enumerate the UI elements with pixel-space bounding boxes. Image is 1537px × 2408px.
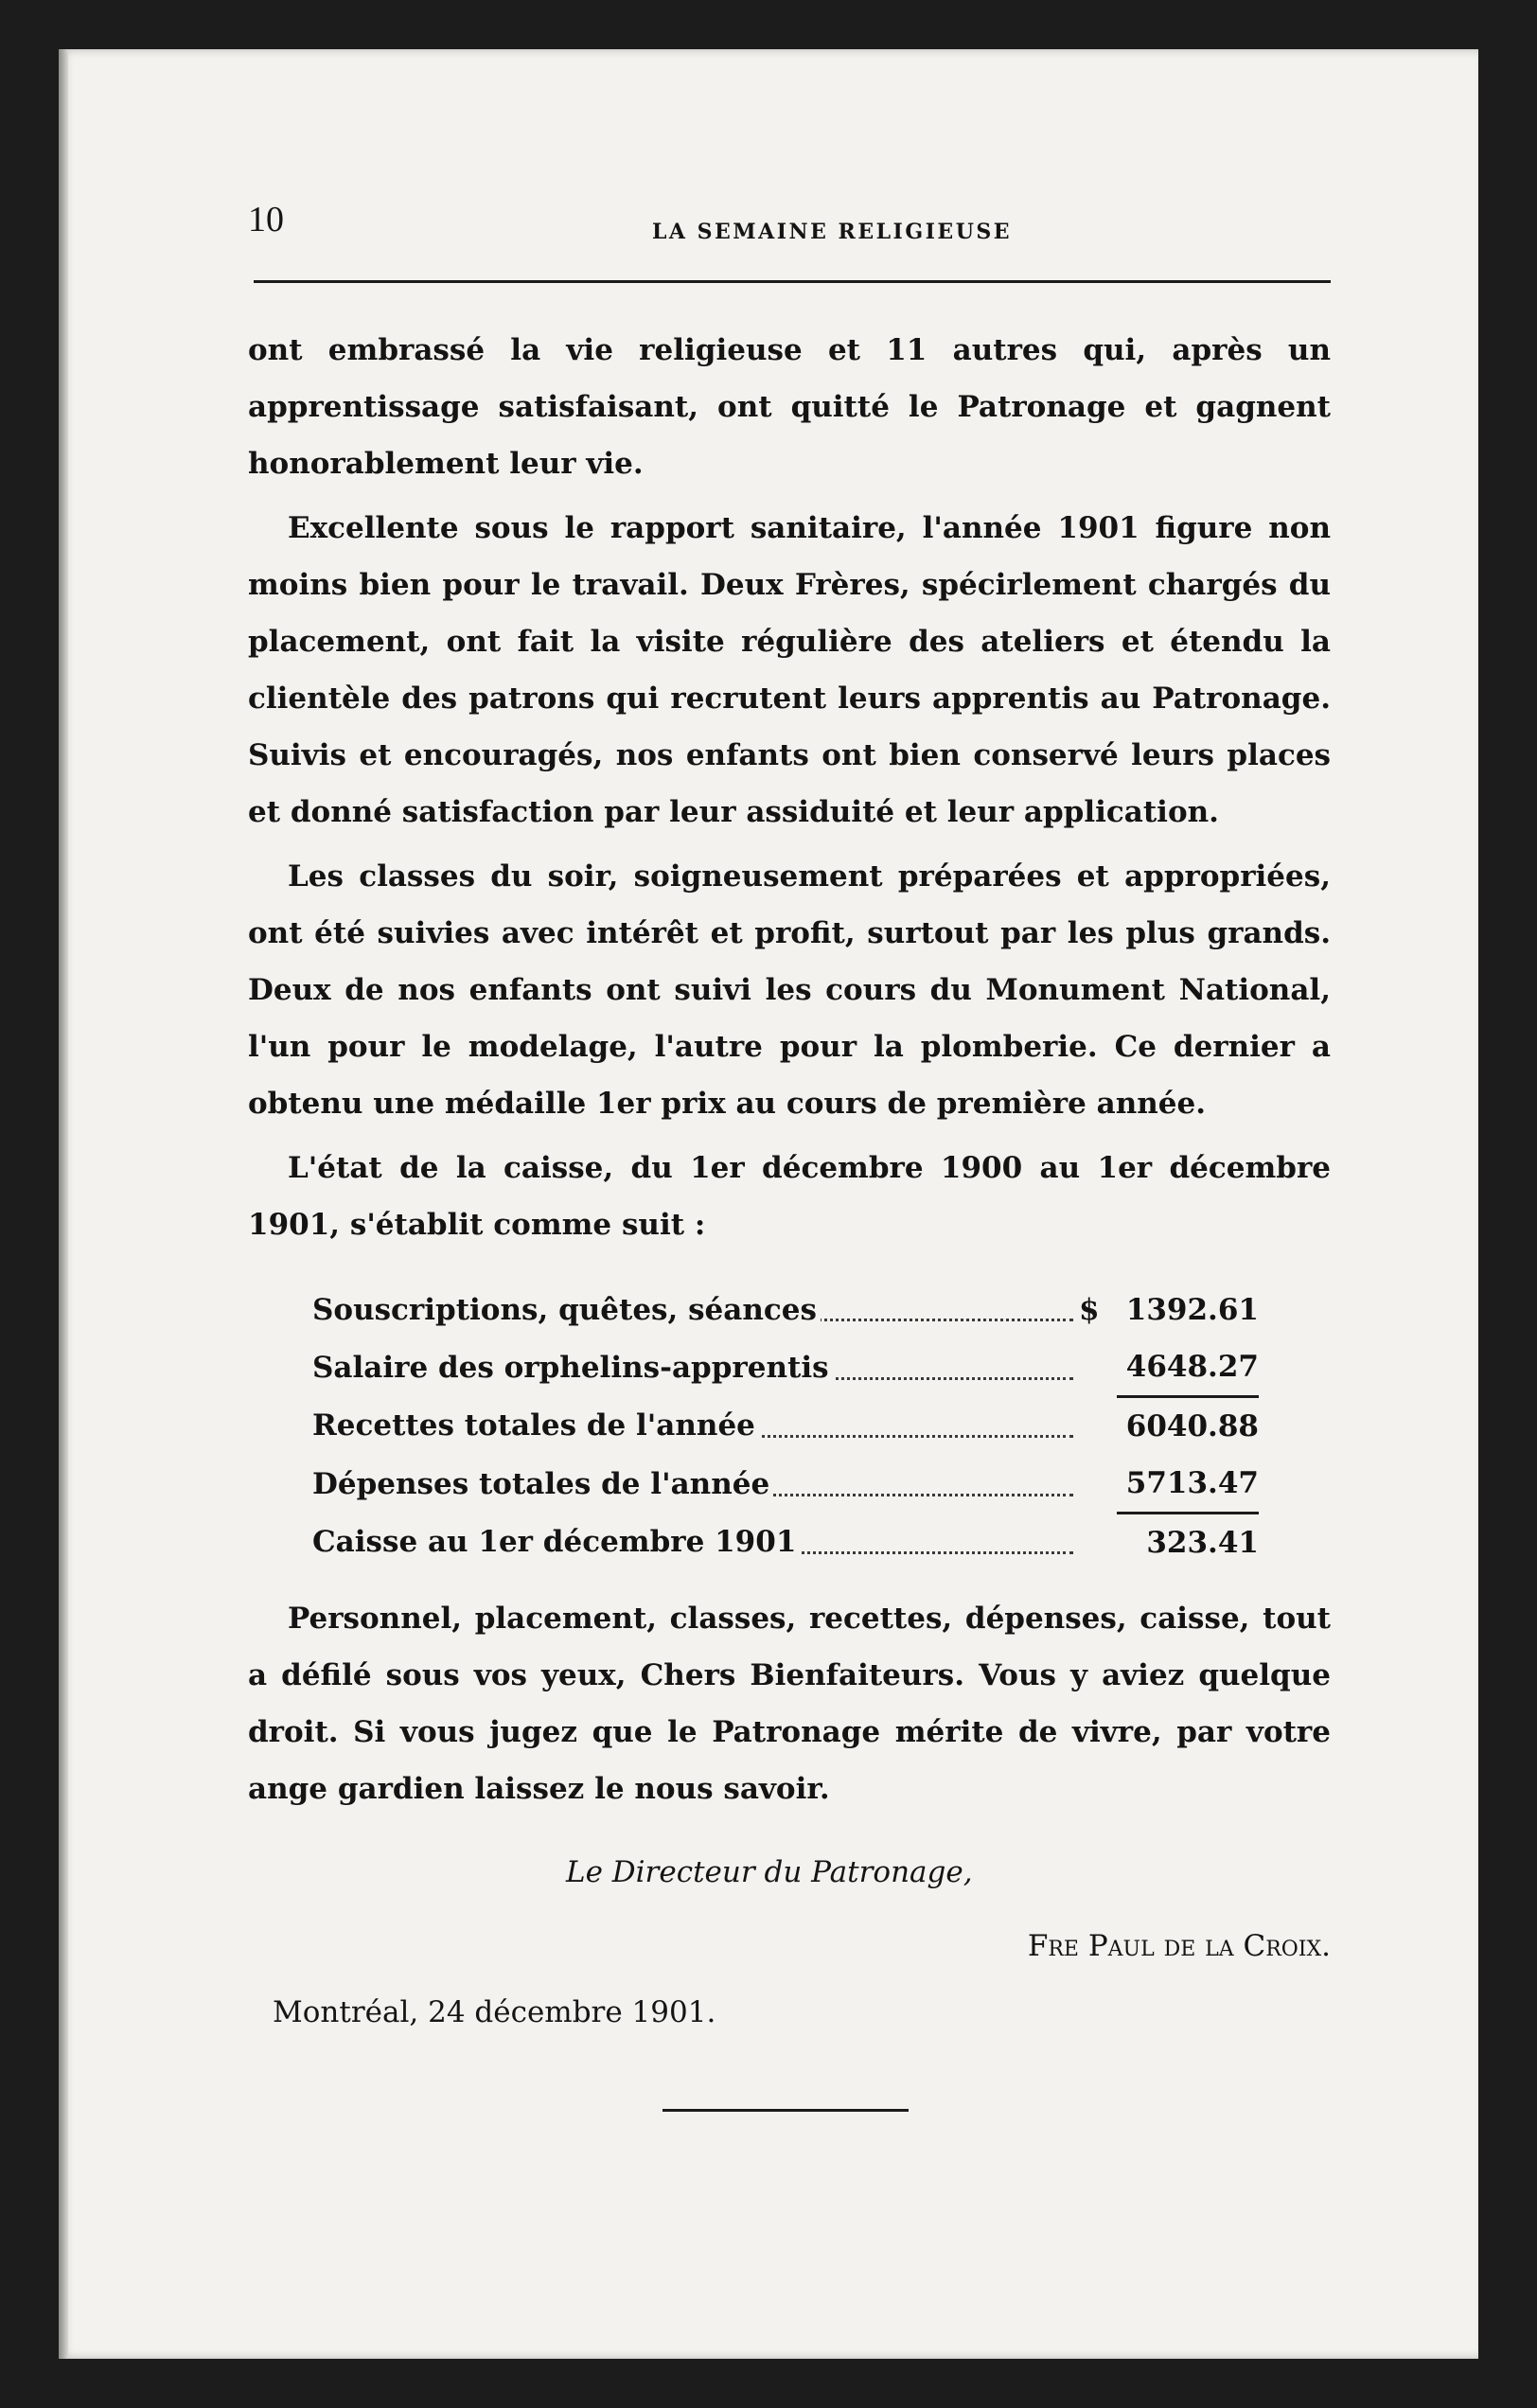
paragraph-evening-classes: Les classes du soir, soigneusement préparées et appropriées, ont été suivies avec intérêt et profit, surtout par les plus grands. Deux de nos enfants ont suivi les cours du Monument National, l'un pour le modelage, l'autre pour la plomberie. Ce dernier a obtenu une médaille 1er prix au cours de première année. [248,859,1331,1121]
accounts-amount: 6040.88 [1125,1409,1259,1443]
paragraph-continuation: ont embrassé la vie religieuse et 11 autres qui, après un apprentissage satisfaisant, ont quitté le Patronage et gagnent honorablement leur vie. [248,333,1331,481]
running-head: LA SEMAINE RELIGIEUSE [651,220,1013,244]
signatory-name: Fre Paul de la Croix. [1027,1929,1331,1963]
accounts-amount: 323.41 [1146,1526,1259,1560]
accounts-row [312,1397,1259,1456]
accounts-label: Salaire des orphelins-apprentis [312,1338,1079,1397]
accounts-currency [1079,1397,1117,1456]
place-date: Montréal, 24 décembre 1901. [273,1995,716,2029]
body-text [248,322,1331,2090]
signature-block [248,1844,1331,2090]
accounts-label: Souscriptions, quêtes, séances [312,1282,1079,1338]
page-number: 10 [248,200,284,239]
page-binding-edge [59,49,68,2359]
accounts-label: Recettes totales de l'année [312,1397,1079,1456]
accounts-label: Caisse au 1er décembre 1901 [312,1514,1079,1572]
accounts-currency [1079,1514,1117,1572]
accounts-currency [1079,1338,1117,1397]
paragraph-cash-intro: L'état de la caisse, du 1er décembre 1900 au 1er décembre 1901, s'établit comme suit : [248,1151,1331,1242]
accounts-row [312,1338,1259,1397]
accounts-currency [1079,1455,1117,1514]
accounts-amount: 5713.47 [1117,1455,1259,1514]
accounts-amount: 4648.27 [1117,1338,1259,1397]
accounts-amount: 1392.61 [1125,1293,1259,1327]
paragraph-closing: Personnel, placement, classes, recettes, dépenses, caisse, tout a défilé sous vos yeux, Chers Bienfaiteurs. Vous y aviez quelque droit. Si vous jugez que le Patronage mérite de vivre, par votre ange gardien laissez le nous savoir. [248,1602,1331,1806]
end-rule [662,2109,909,2112]
accounts-row [312,1282,1259,1338]
accounts-table [312,1282,1259,1571]
signatory-title: Le Directeur du Patronage, [566,1855,973,1889]
accounts-row [312,1514,1259,1572]
header-rule [254,280,1331,283]
accounts-label: Dépenses totales de l'année [312,1455,1079,1514]
accounts-row [312,1455,1259,1514]
accounts-currency: $ [1079,1293,1100,1327]
paragraph-health-work: Excellente sous le rapport sanitaire, l'année 1901 figure non moins bien pour le travail. Deux Frères, spécirlement chargés du placement, ont fait la visite régulière des ateliers et étendu la clientèle des patrons qui recrutent leurs apprentis au Patronage. Suivis et encouragés, nos enfants ont bien conservé leurs places et donné satisfaction par leur assiduité et leur application. [248,511,1331,829]
